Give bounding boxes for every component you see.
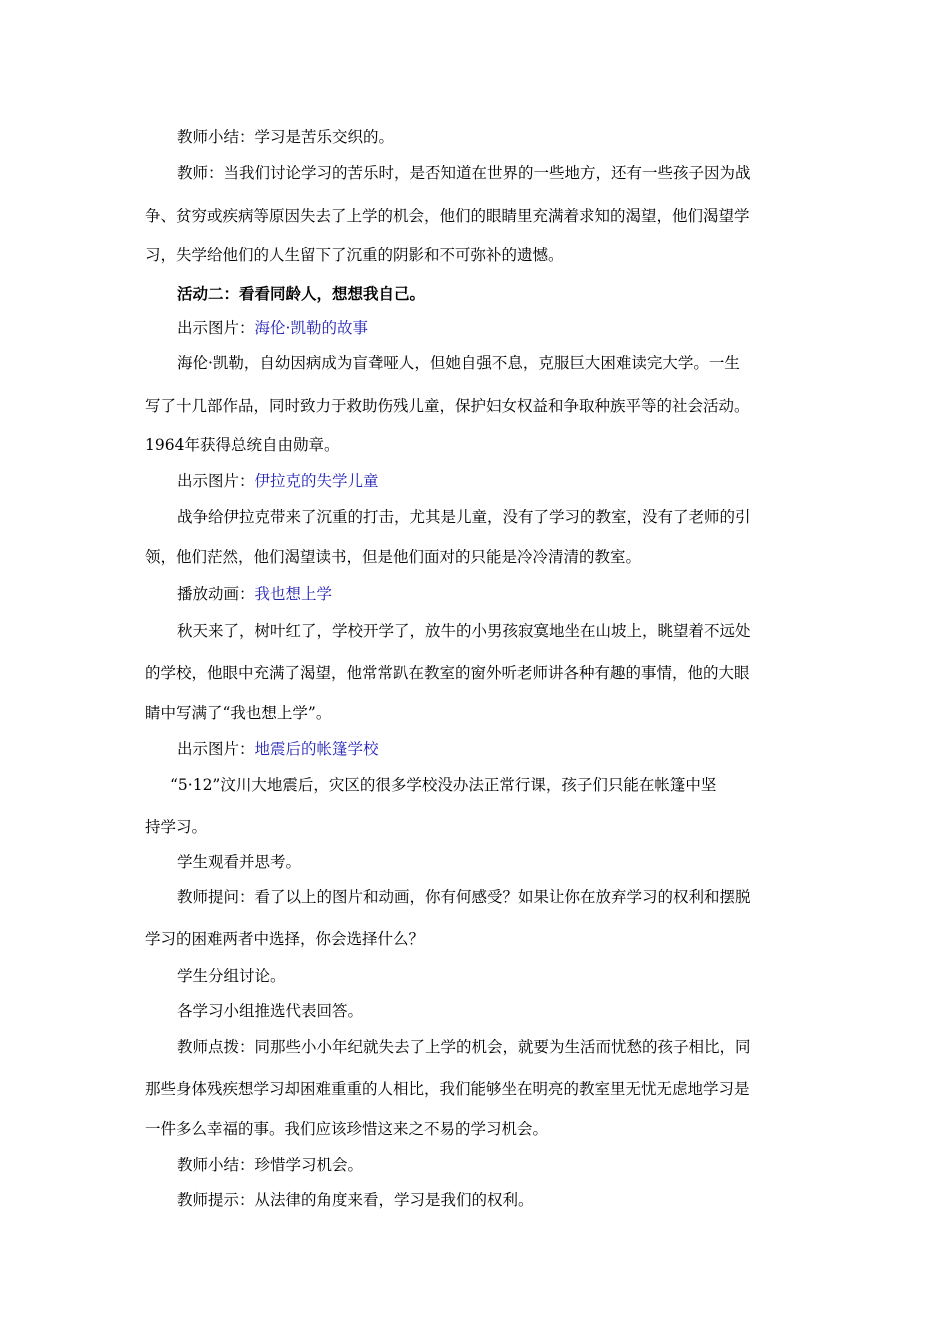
paragraph-line: 秋天来了，树叶红了，学校开学了，放牛的小男孩寂寞地坐在山坡上，眺望着不远处	[177, 622, 751, 640]
caption-label: 播放动画：	[177, 585, 255, 603]
paragraph-line: 战争给伊拉克带来了沉重的打击，尤其是儿童，没有了学习的教室，没有了老师的引	[177, 508, 751, 526]
animation-caption-line	[177, 584, 837, 604]
paragraph-line: 教师：当我们讨论学习的苦乐时，是否知道在世界的一些地方，还有一些孩子因为战	[177, 164, 751, 182]
paragraph-line: 学习的困难两者中选择，你会选择什么？	[145, 930, 425, 948]
paragraph-line: 学生观看并思考。	[177, 853, 302, 871]
paragraph-line: 的学校，他眼中充满了渴望，他常常趴在教室的窗外听老师讲各种有趣的事情，他的大眼	[145, 664, 750, 682]
figure-caption-line	[177, 471, 837, 491]
caption-label: 出示图片：	[177, 472, 255, 490]
paragraph-line: 1964年获得总统自由勋章。	[145, 436, 340, 454]
paragraph-line: 习，失学给他们的人生留下了沉重的阴影和不可弥补的遗憾。	[145, 246, 564, 264]
paragraph-line: “5·12”汶川大地震后，灾区的很多学校没办法正常行课，孩子们只能在帐篷中坚	[170, 776, 717, 794]
caption-label: 出示图片：	[177, 319, 255, 337]
paragraph-line: 那些身体残疾想学习却困难重重的人相比，我们能够坐在明亮的教室里无忧无虑地学习是	[145, 1080, 750, 1098]
paragraph-line: 教师点拨：同那些小小年纪就失去了上学的机会，就要为生活而忧愁的孩子相比，同	[177, 1038, 751, 1056]
paragraph-line: 各学习小组推选代表回答。	[177, 1002, 364, 1020]
paragraph-line: 海伦·凯勒，自幼因病成为盲聋哑人，但她自强不息，克服巨大困难读完大学。一生	[177, 354, 740, 372]
paragraph-line: 学生分组讨论。	[177, 967, 286, 985]
figure-caption-line	[177, 318, 837, 338]
caption-link[interactable]: 我也想上学	[254, 585, 333, 603]
paragraph-line: 持学习。	[145, 818, 208, 836]
caption-link[interactable]: 海伦·凯勒的故事	[254, 319, 368, 337]
paragraph-line: 争、贫穷或疾病等原因失去了上学的机会，他们的眼睛里充满着求知的渴望，他们渴望学	[145, 207, 750, 225]
paragraph-line: 一件多么幸福的事。我们应该珍惜这来之不易的学习机会。	[145, 1120, 549, 1138]
paragraph-line: 教师提示：从法律的角度来看，学习是我们的权利。	[177, 1191, 534, 1209]
paragraph-line: 教师小结：珍惜学习机会。	[177, 1156, 364, 1174]
paragraph-line: 写了十几部作品，同时致力于救助伤残儿童，保护妇女权益和争取种族平等的社会活动。	[145, 397, 750, 415]
caption-label: 出示图片：	[177, 740, 255, 758]
caption-link[interactable]: 地震后的帐篷学校	[254, 740, 379, 758]
figure-caption-line	[177, 739, 837, 759]
paragraph-line: 领，他们茫然，他们渴望读书，但是他们面对的只能是冷冷清清的教室。	[145, 548, 642, 566]
paragraph-line: 教师提问：看了以上的图片和动画，你有何感受？如果让你在放弃学习的权利和摆脱	[177, 888, 751, 906]
caption-link[interactable]: 伊拉克的失学儿童	[254, 472, 379, 490]
paragraph-line: 教师小结：学习是苦乐交织的。	[177, 128, 395, 146]
section-heading: 活动二：看看同龄人，想想我自己。	[177, 284, 426, 303]
paragraph-line: 睛中写满了“我也想上学”。	[145, 704, 332, 722]
